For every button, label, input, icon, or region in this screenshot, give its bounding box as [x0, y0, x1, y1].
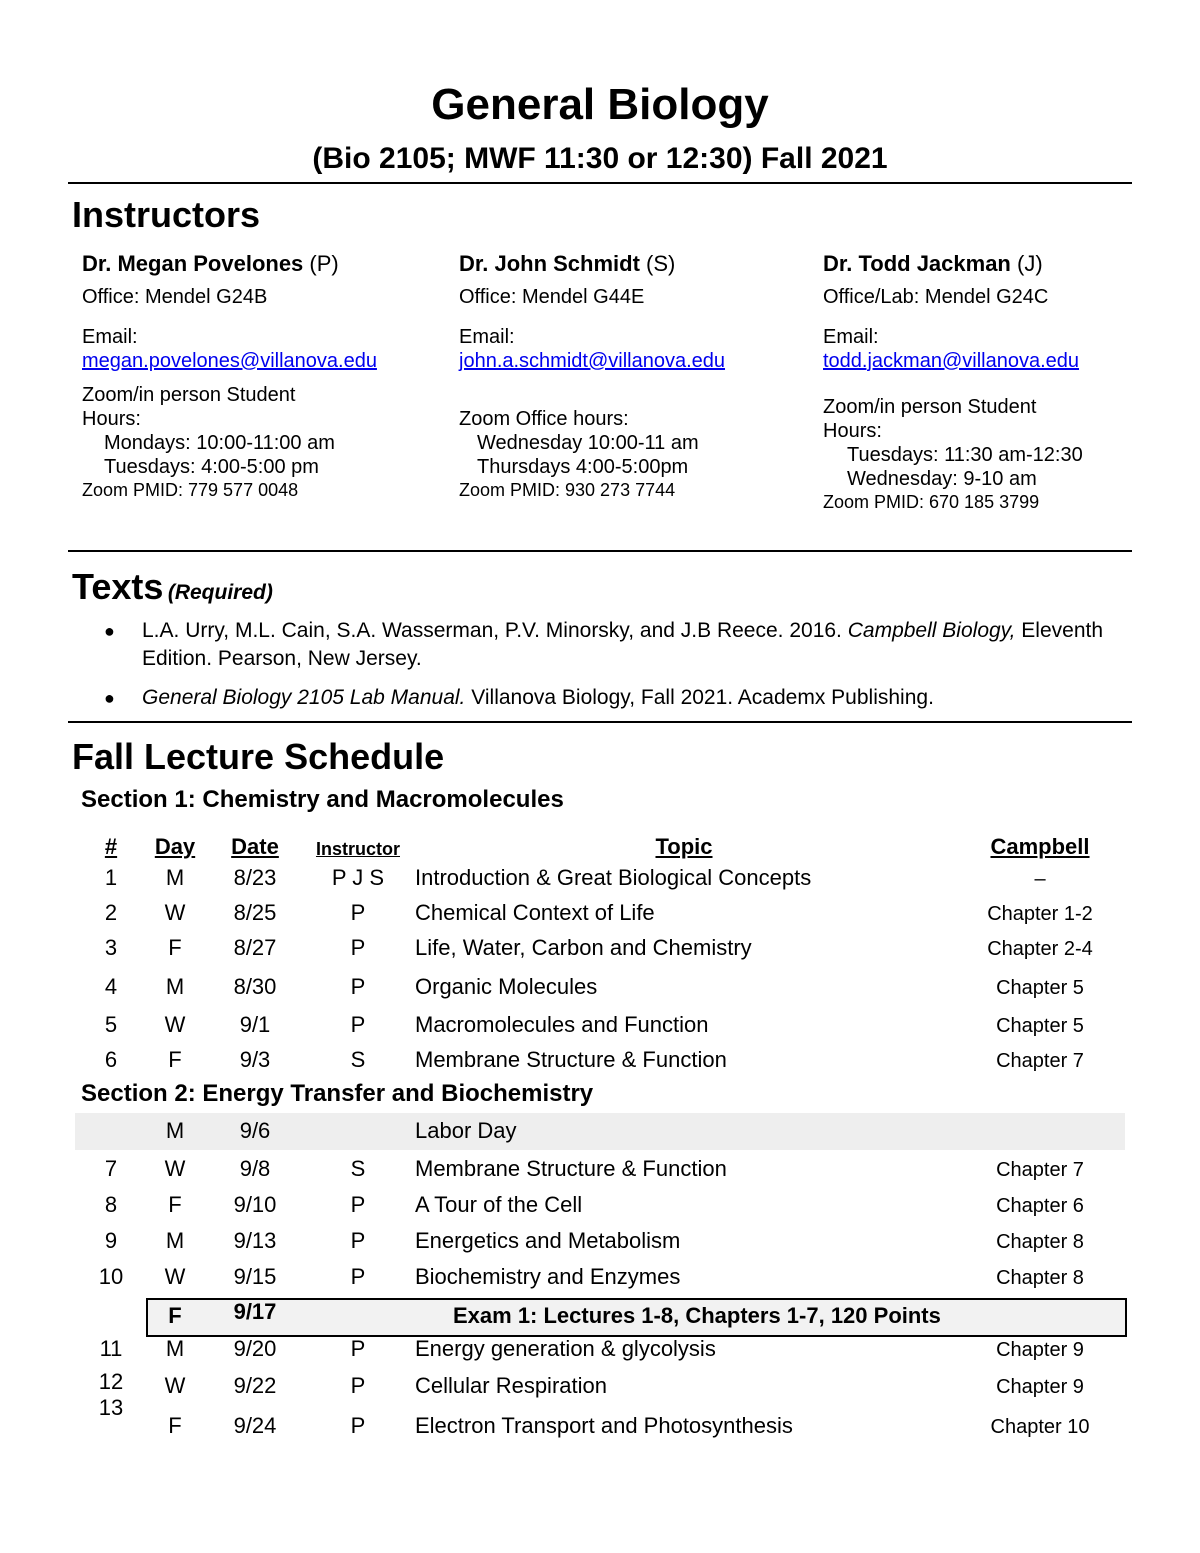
text-item-campbell — [104, 617, 1104, 673]
bullet-icon: ● — [104, 688, 115, 708]
office-hours: Tuesdays: 11:30 am-12:30 — [847, 444, 1083, 466]
instructor-name: Dr. Megan Povelones — [82, 251, 304, 276]
cell-campbell: Chapter 7 — [996, 1050, 1084, 1072]
cell-campbell: Chapter 8 — [996, 1267, 1084, 1289]
col-header-day: Day — [154, 834, 196, 859]
cell-date: 9/22 — [233, 1373, 277, 1398]
text-edition: Eleventh Edition. Pearson, New Jersey. — [142, 619, 1104, 670]
col-header-topic: Topic — [655, 834, 713, 859]
office-hours: Thursdays 4:00-5:00pm — [477, 456, 689, 478]
cell-topic: Chemical Context of Life — [415, 900, 655, 925]
office-hours: Mondays: 10:00-11:00 am — [104, 432, 335, 454]
hours-label: Zoom/in person Student — [823, 396, 1037, 418]
hours-label: Zoom Office hours: — [459, 408, 629, 430]
text-authors: L.A. Urry, M.L. Cain, S.A. Wasserman, P.V. Minorsky, and J.B Reece. 2016. — [142, 619, 842, 642]
instructor-initial: (S) — [646, 251, 676, 276]
texts-heading-row — [72, 566, 273, 608]
cell-campbell: Chapter 9 — [996, 1376, 1084, 1398]
cell-num: 1 — [104, 865, 118, 890]
cell-instructor: P — [350, 1264, 366, 1289]
instructor-name: Dr. John Schmidt — [459, 251, 640, 276]
cell-day: W — [164, 1156, 186, 1181]
cell-date: 9/8 — [239, 1156, 271, 1181]
cell-topic: Membrane Structure & Function — [415, 1047, 727, 1072]
cell-day: F — [168, 1192, 182, 1217]
cell-date: 8/25 — [233, 900, 277, 925]
text-publisher: Villanova Biology, Fall 2021. Academx Publishing. — [471, 686, 934, 709]
cell-topic: Energy generation & glycolysis — [415, 1336, 716, 1361]
instructor-card-povelones — [82, 251, 422, 501]
cell-instructor: P — [350, 1336, 366, 1361]
section-heading: Section 2: Energy Transfer and Biochemistry — [81, 1080, 594, 1107]
cell-date: 8/27 — [233, 935, 277, 960]
cell-instructor: S — [350, 1156, 366, 1181]
cell-instructor: P J S — [331, 865, 385, 890]
instructor-initial: (P) — [309, 251, 339, 276]
cell-topic: A Tour of the Cell — [415, 1192, 583, 1217]
office-hours: Wednesday 10:00-11 am — [477, 432, 699, 454]
cell-num: 2 — [104, 900, 118, 925]
cell-day: M — [165, 1118, 185, 1143]
cell-num: 3 — [104, 935, 118, 960]
cell-campbell: Chapter 1-2 — [987, 903, 1093, 925]
instructor-name: Dr. Todd Jackman — [823, 251, 1011, 276]
text-book-title: Campbell — [847, 619, 937, 642]
email-label: Email: — [82, 326, 138, 348]
cell-day: F — [168, 1413, 182, 1438]
cell-day: M — [165, 1336, 185, 1361]
email-label: Email: — [459, 326, 515, 348]
section-heading: Section 1: Chemistry and Macromolecules — [81, 786, 564, 813]
cell-date: 9/3 — [239, 1047, 271, 1072]
col-header-num: # — [104, 834, 118, 859]
required-note: (Required) — [167, 581, 273, 604]
cell-day: W — [164, 1373, 186, 1398]
hours-label: Hours: — [82, 408, 141, 430]
cell-instructor: P — [350, 900, 366, 925]
exam-description: Exam 1: Lectures 1-8, Chapters 1-7, 120 Points — [453, 1303, 941, 1328]
course-subtitle: (Bio 2105; MWF 11:30 or 12:30) Fall 2021 — [312, 142, 888, 175]
cell-date: 8/23 — [233, 865, 277, 890]
cell-num: 7 — [104, 1156, 118, 1181]
cell-campbell: Chapter 2-4 — [987, 938, 1093, 960]
cell-instructor: P — [350, 1413, 366, 1438]
cell-topic: Energetics and Metabolism — [415, 1228, 681, 1253]
cell-campbell: Chapter 7 — [996, 1159, 1084, 1181]
instructor-card-schmidt — [459, 251, 799, 501]
instructor-card-jackman — [823, 251, 1143, 513]
cell-date: 9/15 — [233, 1264, 277, 1289]
cell-day: M — [165, 974, 185, 999]
cell-topic: Cellular Respiration — [415, 1373, 607, 1398]
cell-topic: Membrane Structure & Function — [415, 1156, 727, 1181]
cell-num: 8 — [104, 1192, 118, 1217]
instructor-initial: (J) — [1017, 251, 1043, 276]
cell-topic: Electron Transport and Photosynthesis — [415, 1413, 793, 1438]
exam-day: F — [168, 1303, 182, 1328]
instructors-heading: Instructors — [72, 194, 261, 235]
zoom-pmid: Zoom PMID: 779 577 0048 — [82, 480, 299, 500]
hours-label: Hours: — [823, 420, 882, 442]
cell-campbell: Chapter 9 — [996, 1339, 1084, 1361]
cell-instructor: P — [350, 974, 366, 999]
cell-day: M — [165, 865, 185, 890]
cell-campbell: Chapter 5 — [996, 977, 1084, 999]
cell-num: 5 — [104, 1012, 118, 1037]
cell-campbell: Chapter 6 — [996, 1195, 1084, 1217]
office-hours: Tuesdays: 4:00-5:00 pm — [104, 456, 319, 478]
zoom-pmid: Zoom PMID: 930 273 7744 — [459, 480, 676, 500]
cell-day: M — [165, 1228, 185, 1253]
zoom-pmid: Zoom PMID: 670 185 3799 — [823, 492, 1040, 512]
cell-day: F — [168, 1047, 182, 1072]
cell-num: 13 — [98, 1395, 124, 1420]
exam-date: 9/17 — [233, 1299, 277, 1324]
cell-instructor: P — [350, 1228, 366, 1253]
cell-date: 9/24 — [233, 1413, 277, 1438]
texts-heading: Texts — [72, 566, 164, 607]
cell-num: 6 — [104, 1047, 118, 1072]
cell-num: 4 — [104, 974, 118, 999]
instructor-office: Office: Mendel G44E — [459, 286, 645, 308]
cell-num: 10 — [98, 1264, 124, 1289]
cell-instructor: S — [350, 1047, 366, 1072]
cell-date: 9/20 — [233, 1336, 277, 1361]
divider — [68, 182, 1132, 184]
cell-num: 9 — [104, 1228, 118, 1253]
instructor-office: Office: Mendel G24B — [82, 286, 268, 308]
col-header-instructor: Instructor — [315, 839, 400, 859]
cell-num: 11 — [99, 1336, 123, 1361]
cell-campbell: Chapter 8 — [996, 1231, 1084, 1253]
cell-date: 9/13 — [233, 1228, 277, 1253]
col-header-campbell: Campbell — [990, 834, 1090, 859]
cell-date: 9/6 — [239, 1118, 271, 1143]
email-label: Email: — [823, 326, 879, 348]
office-hours: Wednesday: 9-10 am — [847, 468, 1037, 490]
cell-date: 8/30 — [233, 974, 277, 999]
col-header-date: Date — [231, 834, 279, 859]
cell-day: W — [164, 1012, 186, 1037]
cell-campbell: Chapter 5 — [996, 1015, 1084, 1037]
hours-label: Zoom/in person Student — [82, 384, 296, 406]
page-title: General Biology — [431, 80, 769, 129]
cell-day: F — [168, 935, 182, 960]
cell-topic: Biochemistry and Enzymes — [415, 1264, 681, 1289]
cell-instructor: P — [350, 1373, 366, 1398]
cell-instructor: P — [350, 1012, 366, 1037]
cell-day: W — [164, 900, 186, 925]
cell-day: W — [164, 1264, 186, 1289]
text-item-lab-manual — [104, 684, 1104, 712]
instructor-office: Office/Lab: Mendel G24C — [823, 286, 1049, 308]
cell-topic: Introduction & Great Biological Concepts — [415, 865, 812, 890]
email-link[interactable]: todd.jackman@villanova.edu — [823, 350, 1080, 372]
cell-topic: Organic Molecules — [415, 974, 598, 999]
email-link[interactable]: megan.povelones@villanova.edu — [82, 350, 377, 372]
text-book-title: General Biology 2105 Lab Manual. — [142, 686, 466, 709]
schedule-heading: Fall Lecture Schedule — [72, 736, 445, 777]
cell-campbell: – — [1034, 868, 1046, 890]
cell-topic: Macromolecules and Function — [415, 1012, 709, 1037]
divider — [68, 550, 1132, 552]
cell-num: 12 — [98, 1369, 124, 1394]
cell-date: 9/10 — [233, 1192, 277, 1217]
cell-date: 9/1 — [239, 1012, 271, 1037]
email-link[interactable]: john.a.schmidt@villanova.edu — [459, 350, 726, 372]
cell-campbell: Chapter 10 — [990, 1416, 1090, 1438]
cell-instructor: P — [350, 935, 366, 960]
text-book-title: Biology, — [942, 619, 1016, 642]
bullet-icon: ● — [104, 621, 115, 641]
divider — [68, 721, 1132, 723]
cell-instructor: P — [350, 1192, 366, 1217]
cell-topic: Labor Day — [415, 1118, 517, 1143]
cell-topic: Life, Water, Carbon and Chemistry — [415, 935, 752, 960]
